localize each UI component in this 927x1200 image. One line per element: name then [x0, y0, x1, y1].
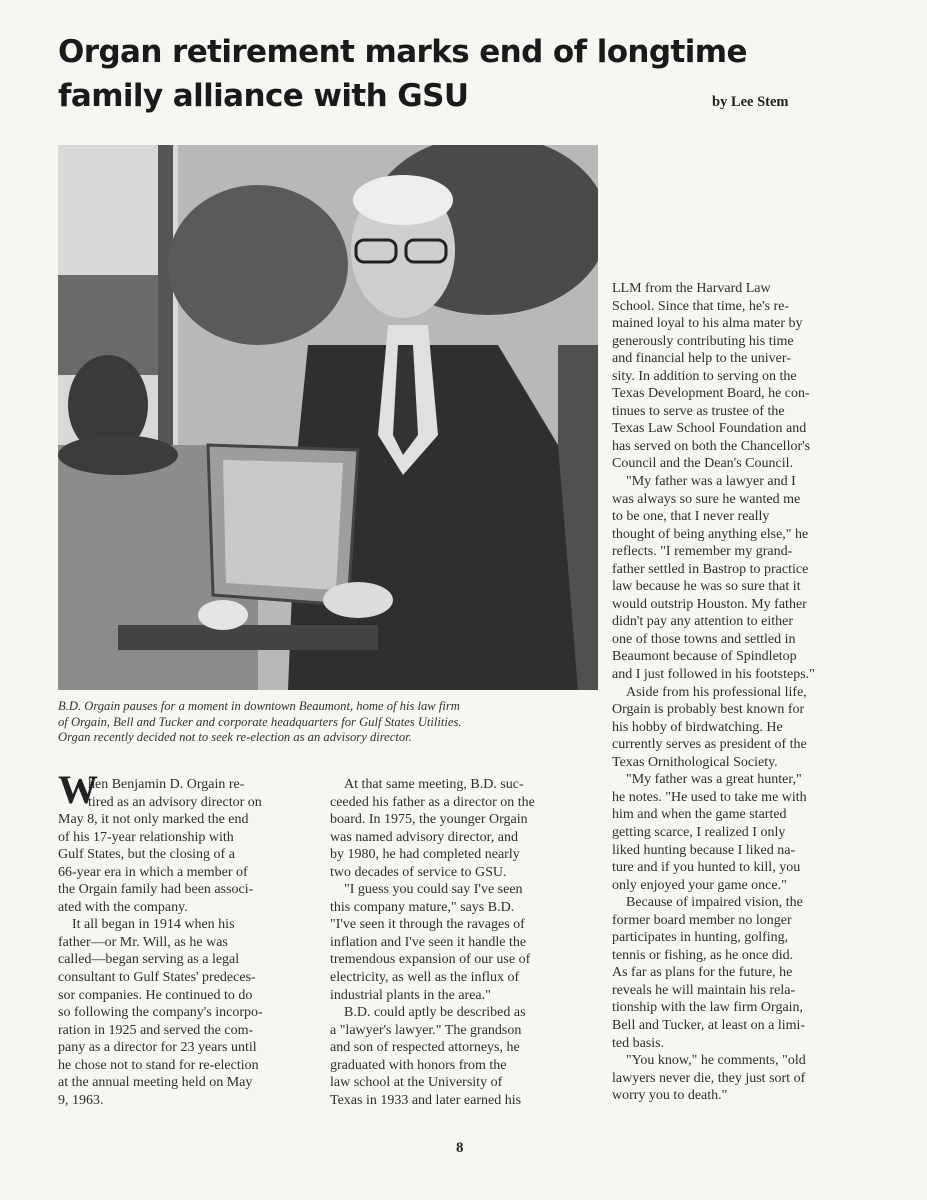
- text-line: by 1980, he had completed nearly: [330, 847, 520, 863]
- title-line-2: family alliance with GSU: [58, 78, 469, 114]
- text-line: to be one, that I never really: [612, 509, 770, 525]
- text-line: law school at the University of: [330, 1075, 503, 1091]
- text-line: School. Since that time, he's re-: [612, 298, 790, 314]
- text-line: Texas in 1933 and later earned his: [330, 1092, 522, 1108]
- text-line: father settled in Bastrop to practice: [612, 561, 809, 577]
- text-line: he notes. "He used to take me with: [612, 789, 807, 805]
- text-line: At that same meeting, B.D. suc-: [344, 777, 524, 792]
- text-line: May 8, it not only marked the end: [58, 812, 249, 828]
- drop-cap: W: [58, 767, 98, 812]
- text-line: of his 17-year relationship with: [58, 829, 234, 845]
- text-line: As far as plans for the future, he: [612, 965, 793, 981]
- text-line: would outstrip Houston. My father: [612, 596, 807, 612]
- paragraph: [330, 881, 535, 1004]
- text-line: It all began in 1914 when his: [72, 917, 235, 933]
- text-column-2: [330, 776, 535, 1109]
- text-line: LLM from the Harvard Law: [612, 281, 771, 296]
- text-line: was named advisory director, and: [330, 829, 518, 845]
- text-line: tennis or fishing, as he once did.: [612, 947, 794, 963]
- text-line: ration in 1925 and served the com-: [58, 1022, 254, 1038]
- article-photo: [58, 145, 598, 690]
- text-line: ted basis.: [612, 1035, 665, 1051]
- photo-caption: [58, 699, 462, 746]
- text-line: graduated with honors from the: [330, 1057, 507, 1073]
- text-line: tired as an advisory director on: [88, 794, 262, 810]
- paragraph: [330, 776, 535, 881]
- text-line: Orgain is probably best known for: [612, 702, 805, 718]
- text-line: Bell and Tucker, at least on a limi-: [612, 1017, 806, 1033]
- text-line: he chose not to stand for re-election: [58, 1057, 259, 1073]
- text-line: Council and the Dean's Council.: [612, 456, 793, 472]
- text-line: electricity, as well as the influx of: [330, 970, 520, 986]
- text-line: "I guess you could say I've seen: [344, 882, 523, 898]
- text-line: generously contributing his time: [612, 333, 794, 349]
- text-column-1: [58, 767, 263, 1109]
- caption-line: B.D. Orgain pauses for a moment in downtown Beaumont, home of his law firm: [58, 699, 460, 713]
- title-line-1: Organ retirement marks end of longtime: [58, 34, 747, 70]
- photo-of-man-holding-plaque: [58, 145, 598, 690]
- paragraph: [612, 473, 815, 684]
- text-line: consultant to Gulf States' predeces-: [58, 970, 256, 986]
- text-line: and financial help to the univer-: [612, 351, 791, 367]
- text-line: Aside from his professional life,: [626, 684, 807, 700]
- paragraph: [612, 684, 815, 772]
- text-line: sor companies. He continued to do: [58, 987, 253, 1003]
- text-line: ated with the company.: [58, 899, 188, 915]
- text-line: reflects. "I remember my grand-: [612, 544, 793, 560]
- text-line: hen Benjamin D. Orgain re-: [88, 777, 245, 792]
- text-line: two decades of service to GSU.: [330, 864, 507, 880]
- page-number: 8: [456, 1140, 464, 1156]
- text-line: Texas Development Board, he con-: [612, 386, 810, 402]
- text-line: tionship with the law firm Orgain,: [612, 1000, 804, 1016]
- text-line: 66-year era in which a member of: [58, 864, 248, 880]
- text-line: so following the company's incorpo-: [58, 1005, 263, 1021]
- text-line: getting scarce, I realized I only: [612, 824, 786, 840]
- text-line: 9, 1963.: [58, 1092, 104, 1108]
- text-line: currently serves as president of the: [612, 737, 807, 753]
- text-line: called—began serving as a legal: [58, 952, 240, 968]
- text-line: B.D. could aptly be described as: [344, 1005, 526, 1021]
- text-line: former board member no longer: [612, 912, 792, 928]
- text-line: one of those towns and settled in: [612, 631, 796, 647]
- text-line: ceeded his father as a director on the: [330, 794, 535, 810]
- text-line: "My father was a lawyer and I: [626, 474, 796, 490]
- text-line: him and when the game started: [612, 807, 787, 823]
- text-line: "You know," he comments, "old: [626, 1053, 806, 1069]
- text-line: reveals he will maintain his rela-: [612, 982, 796, 998]
- article-title: [58, 30, 747, 118]
- text-line: Texas Ornithological Society.: [612, 754, 778, 770]
- text-line: was always so sure he wanted me: [612, 491, 801, 507]
- text-line: and I just followed in his footsteps.": [612, 667, 815, 683]
- text-column-3: [612, 280, 815, 1105]
- text-line: thought of being anything else," he: [612, 526, 809, 542]
- text-line: ture and if you hunted to kill, you: [612, 860, 801, 876]
- text-line: at the annual meeting held on May: [58, 1075, 253, 1091]
- text-line: Because of impaired vision, the: [626, 895, 803, 911]
- text-line: his hobby of birdwatching. He: [612, 719, 783, 735]
- caption-line: Organ recently decided not to seek re-election as an advisory director.: [58, 730, 412, 744]
- text-line: industrial plants in the area.": [330, 987, 491, 1003]
- text-line: Texas Law School Foundation and: [612, 421, 807, 437]
- text-line: sity. In addition to serving on the: [612, 368, 797, 384]
- text-line: participates in hunting, golfing,: [612, 930, 789, 946]
- byline: by Lee Stem: [712, 94, 789, 110]
- text-line: law because he was so sure that it: [612, 579, 801, 595]
- text-line: Beaumont because of Spindletop: [612, 649, 797, 665]
- caption-line: of Orgain, Bell and Tucker and corporate headquarters for Gulf States Utilities.: [58, 714, 462, 729]
- text-line: "My father was a great hunter,": [626, 772, 802, 788]
- text-line: "I've seen it through the ravages of: [330, 917, 525, 933]
- text-line: Gulf States, but the closing of a: [58, 847, 235, 863]
- text-line: liked hunting because I liked na-: [612, 842, 796, 858]
- text-line: a "lawyer's lawyer." The grandson: [330, 1022, 522, 1038]
- text-line: lawyers never die, they just sort of: [612, 1070, 806, 1086]
- text-line: worry you to death.": [612, 1088, 728, 1104]
- paragraph: [612, 1052, 815, 1105]
- paragraph: [612, 771, 815, 894]
- text-line: tinues to serve as trustee of the: [612, 403, 785, 419]
- text-line: only enjoyed your game once.": [612, 877, 787, 893]
- text-line: mained loyal to his alma mater by: [612, 316, 803, 332]
- text-line: pany as a director for 23 years until: [58, 1040, 257, 1056]
- text-line: board. In 1975, the younger Orgain: [330, 812, 528, 828]
- text-line: didn't pay any attention to either: [612, 614, 793, 630]
- text-line: inflation and I've seen it handle the: [330, 934, 527, 950]
- text-line: father—or Mr. Will, as he was: [58, 934, 228, 950]
- text-line: and son of respected attorneys, he: [330, 1040, 520, 1056]
- text-line: tremendous expansion of our use of: [330, 952, 531, 968]
- paragraph: [330, 1004, 535, 1109]
- paragraph: [612, 894, 815, 1052]
- text-line: the Orgain family had been associ-: [58, 882, 254, 898]
- text-line: has served on both the Chancellor's: [612, 438, 811, 454]
- text-line: this company mature," says B.D.: [330, 899, 515, 915]
- paragraph: [58, 916, 263, 1109]
- paragraph: [612, 280, 815, 473]
